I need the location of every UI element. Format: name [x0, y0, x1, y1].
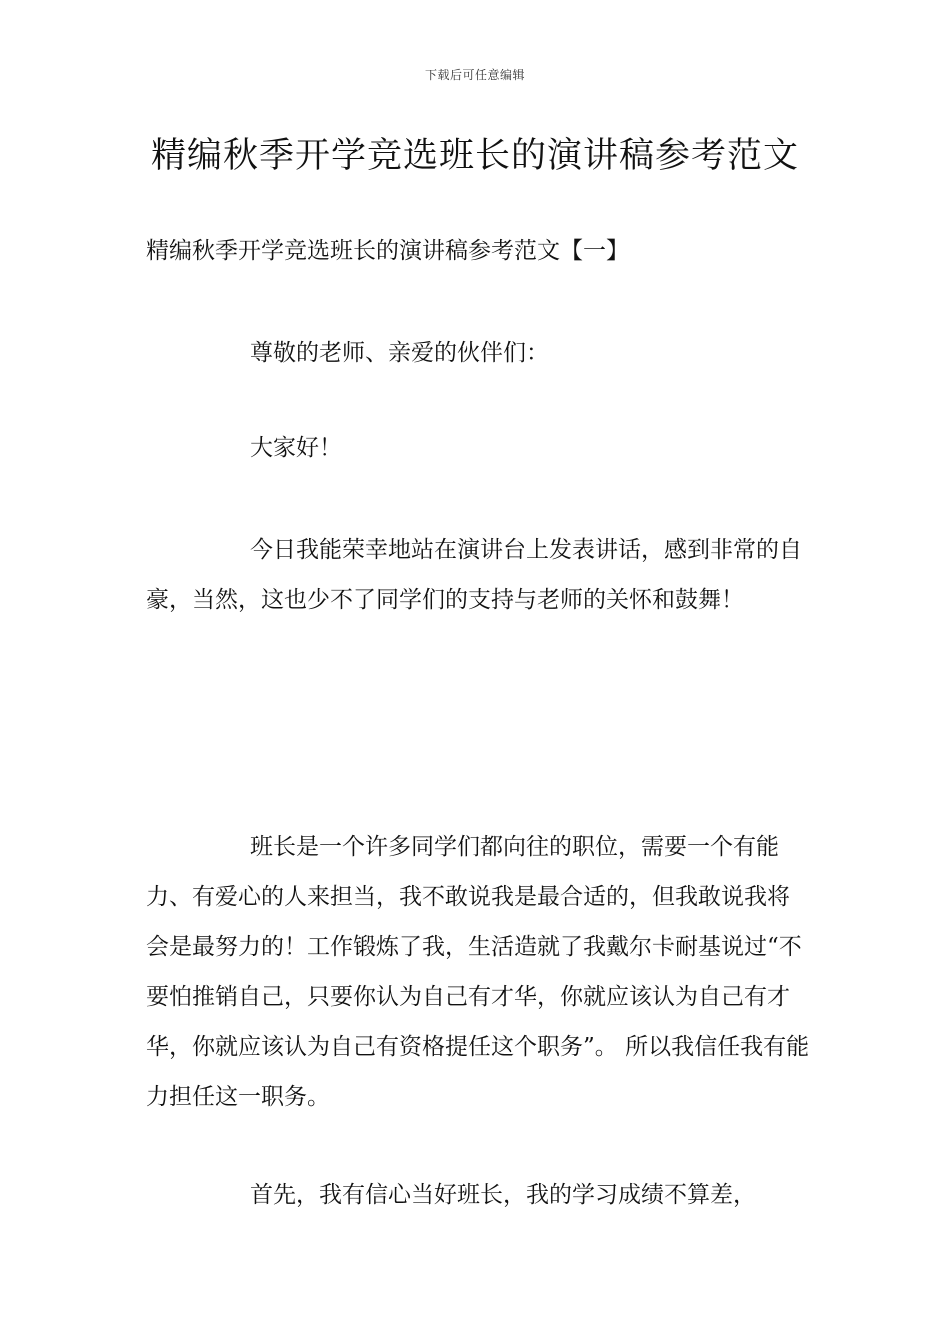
intro-paragraph: 今日我能荣幸地站在演讲台上发表讲话，感到非常的自豪，当然，这也少不了同学们的支持与老师的关怀和鼓舞！ — [146, 537, 802, 613]
document-title: 精编秋季开学竞选班长的演讲稿参考范文 — [150, 136, 799, 176]
header-note: 下载后可任意编辑 — [424, 68, 525, 82]
greeting-paragraph: 尊敬的老师、亲爱的伙伴们： — [250, 340, 549, 366]
first-reason-paragraph: 首先，我有信心当好班长，我的学习成绩不算差， — [250, 1182, 756, 1208]
section-heading: 精编秋季开学竞选班长的演讲稿参考范文【一】 — [146, 238, 629, 264]
hello-paragraph: 大家好！ — [250, 435, 342, 461]
role-paragraph: 班长是一个许多同学们都向往的职位，需要一个有能力、有爱心的人来担当，我不敢说我是最合适的，但我敢说我将会是最努力的！工作锻炼了我，生活造就了我戴尔卡耐基说过“不要怕推销自己，只要你认为自己有才华，你就应该认为自己有才华，你就应该认为自己有资格提任这个职务”。 所以我信任我有能力担任这一职务。 — [146, 834, 810, 1110]
